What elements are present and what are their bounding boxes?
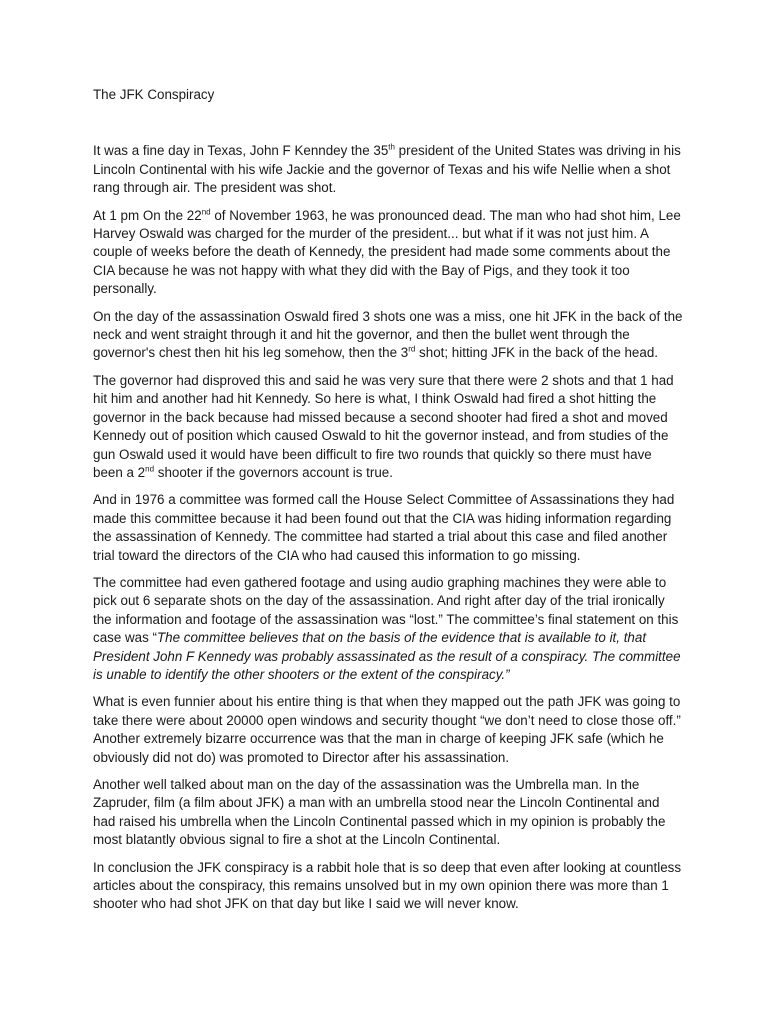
paragraph-1 bbox=[93, 142, 683, 197]
paragraph-7: What is even funnier about his entire thing is that when they mapped out the path JFK was going to take there were about 20000 open windows and security thought “we don’t need to close those off.” Another extremely bizarre occurrence was that the man in charge of keeping JFK safe (which he obviously did not do) was promoted to Director after his assassination. bbox=[93, 694, 681, 765]
paragraph-4-text-a: The governor had disproved this and said he was very sure that there were 2 shots and that 1 had hit him and another had hit Kennedy. So here is what, I think Oswald had fired a shot hitting the governor in the back because had missed because a second shooter had fired a shot and moved Kennedy out of position which caused Oswald to hit the governor instead, and from studies of the gun Oswald used it would have been difficult to fire two rounds that quickly so there must have been a 2 bbox=[93, 372, 674, 480]
paragraph-3 bbox=[93, 308, 683, 363]
document-title: The JFK Conspiracy bbox=[93, 87, 215, 102]
ordinal-suffix: rd bbox=[408, 345, 416, 354]
paragraph-2-text-b: of November 1963, he was pronounced dead. The man who had shot him, Lee Harvey Oswald was charged for the murder of the president... but what if it was not just him. A couple of weeks before the death of Kennedy, the president had made some comments about the CIA because he was not happy with what they did with the Bay of Pigs, and they took it too personally. bbox=[93, 207, 681, 297]
committee-quote: The committee believes that on the basis of the evidence that is available to it, that President John F Kennedy was probably assassinated as the result of a conspiracy. The committee is unable to identify the other shooters or the extent of the conspiracy.” bbox=[93, 630, 681, 682]
ordinal-suffix: nd bbox=[201, 207, 211, 217]
paragraph-1-text-a: It was a fine day in Texas, John F Kenndey the 35 bbox=[93, 143, 389, 159]
ordinal-suffix: th bbox=[388, 142, 395, 152]
paragraph-4-text-b: shooter if the governors account is true. bbox=[154, 464, 393, 480]
paragraph-9: In conclusion the JFK conspiracy is a rabbit hole that is so deep that even after looking at countless articles about the conspiracy, this remains unsolved but in my own opinion there was more than 1 shooter who had shot JFK on that day but like I said we will never know. bbox=[93, 859, 682, 912]
paragraph-1-text-b: president of the United States was driving in his Lincoln Continental with his wife Jackie and the governor of Texas and his wife Nellie when a shot rang through air. The president was shot. bbox=[93, 143, 681, 196]
paragraph-5: And in 1976 a committee was formed call the House Select Committee of Assassinations they had made this committee because it had been found out that the CIA was hiding information regarding the assassination of Kennedy. The committee had started a trial about this case and filed another trial toward the directors of the CIA who had caused this information to go missing. bbox=[93, 492, 675, 563]
paragraph-8: Another well talked about man on the day of the assassination was the Umbrella man. In the Zapruder, film (a film about JFK) a man with an umbrella stood near the Lincoln Continental and had raised his umbrella when the Lincoln Continental passed which in my opinion is probably the most blatantly obvious signal to fire a shot at the Lincoln Continental. bbox=[93, 777, 666, 848]
paragraph-2-text-a: At 1 pm On the 22 bbox=[93, 207, 202, 223]
ordinal-suffix: nd bbox=[145, 464, 155, 474]
paragraph-3-text-b: shot; hitting JFK in the back of the head. bbox=[415, 345, 658, 361]
paragraph-6-text: The committee had even gathered footage and using audio graphing machines they were able to pick out 6 separate shots on the day of the assassination. And right after day of the trial ironically the information and footage of the assassination was “lost.” The committee’s final statement on this case was “ bbox=[93, 574, 679, 646]
paragraph-3-text-a: On the day of the assassination Oswald fired 3 shots one was a miss, one hit JFK in the back of the neck and went straight through it and hit the governor, and then the bullet went through the governor's chest then hit his leg somehow, then the 3 bbox=[93, 308, 683, 361]
document-page bbox=[93, 86, 683, 923]
paragraph-4 bbox=[93, 372, 683, 482]
paragraph-2 bbox=[93, 207, 683, 299]
paragraph-6 bbox=[93, 574, 683, 684]
